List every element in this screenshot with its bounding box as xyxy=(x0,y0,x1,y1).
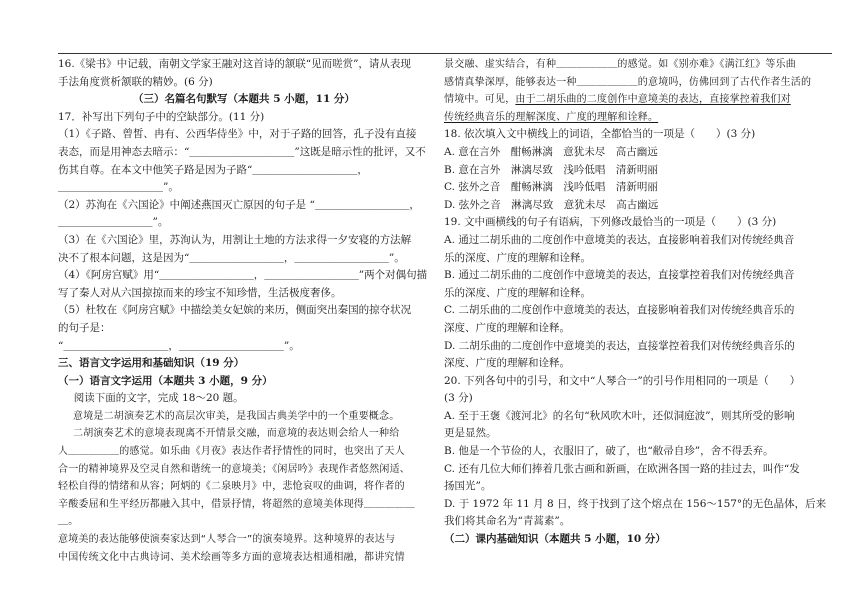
line-sec3_2 xyxy=(444,531,830,549)
line-q20d1 xyxy=(444,496,830,514)
text-q17_5a: （5）杜牧在《阿房宫赋》中描绘美女妃嫔的来历，侧面突出秦国的掠夺状况 xyxy=(58,304,412,317)
line-pa8 xyxy=(58,549,430,567)
text-q19a2: 乐的深度、广度的理解和诠释。 xyxy=(444,251,591,264)
text-q17_2a: （2）苏洵在《六国论》中阐述燕国灭亡原因的句子是 “＿＿＿＿＿＿＿＿＿， xyxy=(58,198,420,211)
text-pa7: 意境美的表达能够使演奏家达到“人琴合一”的演奏境界。这种境界的表达与 xyxy=(58,534,396,546)
line-sec3 xyxy=(58,355,430,373)
line-q20b xyxy=(444,443,830,461)
line-sec3_3 xyxy=(58,91,430,109)
text-q18a: A. 意在言外 酣畅淋漓 意犹未尽 高古幽远 xyxy=(444,145,658,158)
line-q18c xyxy=(444,179,830,197)
line-q20c2 xyxy=(444,478,830,496)
text-pb4: 传统经典音乐的理解深度、广度的理解和诠释。 xyxy=(444,111,659,123)
line-q18b xyxy=(444,162,830,180)
text-q19b1: B. 通过二胡乐曲的二度创作中意境美的表达，直接掌控着我们对传统经典音 xyxy=(444,269,795,282)
text-q17_4a: （4）《阿房宫赋》用“＿＿＿＿＿＿＿＿＿，＿＿＿＿＿＿＿＿＿”两个对偶句描 xyxy=(58,269,428,282)
line-pa3 xyxy=(58,443,430,461)
line-q20c1 xyxy=(444,461,830,479)
line-pb3a xyxy=(444,91,830,109)
text-q20a2: 更是显然。 xyxy=(444,427,497,440)
line-q18a xyxy=(444,144,830,162)
text-q18b: B. 意在言外 淋漓尽致 浅吟低唱 清新明丽 xyxy=(444,163,658,176)
line-q17_3a xyxy=(58,232,430,250)
text-q20c2: 扬国光”。 xyxy=(444,480,492,493)
line-q19d1 xyxy=(444,338,830,356)
text-sec3: 三、语言文字运用和基础知识（19 分） xyxy=(58,357,245,370)
line-q20d2 xyxy=(444,513,830,531)
line-read xyxy=(58,390,430,408)
line-q20s xyxy=(444,390,830,408)
text-q18: 18. 依次填入文中横线上的词语，全都恰当的一项是（ ）(3 分) xyxy=(444,128,756,141)
line-q17_2b xyxy=(58,214,430,232)
line-q17_4b xyxy=(58,285,430,303)
line-pa1 xyxy=(58,408,430,426)
text-q20: 20. 下列各句中的引号，和文中“人琴合一”的引号作用相同的一项是（ ） xyxy=(444,374,801,387)
text-q16b: 手法角度赏析颔联的精妙。(6 分) xyxy=(58,75,213,88)
text-q20d1: D. 于 1972 年 11 月 8 日，终于找到了这个熔点在 156～157°的无色晶体，后来 xyxy=(444,497,827,510)
text-q17_3a: （3）在《六国论》里，苏洵认为，用割让土地的方法求得一夕安寝的方法解 xyxy=(58,233,412,246)
text-q17_4b: 写了秦人对从六国掠掠而来的珍宝不知珍惜，生活极度奢侈。 xyxy=(58,286,342,299)
line-q17_5b xyxy=(58,320,430,338)
line-pa4 xyxy=(58,461,430,479)
text-pa8: 中国传统文化中古典诗词、美术绘画等多方面的意境表达相通相融，都讲究情 xyxy=(58,551,405,563)
text-q17_5c: “＿＿＿＿＿＿＿＿＿＿，＿＿＿＿＿＿＿＿＿＿”。 xyxy=(58,339,300,352)
line-q17_5c xyxy=(58,338,430,356)
line-pa6 xyxy=(58,496,430,531)
line-q16b xyxy=(58,74,430,92)
line-q20a2 xyxy=(444,425,830,443)
text-q17_2b: ＿＿＿＿＿＿＿＿＿”。 xyxy=(58,216,169,229)
line-pa2 xyxy=(58,425,430,443)
line-q19a1 xyxy=(444,232,830,250)
line-q19b1 xyxy=(444,267,830,285)
text-q19c2: 深度、广度的理解和诠释。 xyxy=(444,321,570,334)
text-q17: 17．补写出下列句子中的空缺部分。(11 分) xyxy=(58,110,265,123)
right-column xyxy=(444,56,830,549)
text-q19d1: D. 二胡乐曲的二度创作中意境美的表达，直接掌控着我们对传统经典音乐的 xyxy=(444,339,795,352)
text-q17_1c: 伤其自尊。在本文中他笑子路是因为子路“＿＿＿＿＿＿＿＿＿＿， xyxy=(58,163,368,176)
line-q20 xyxy=(444,373,830,391)
line-q19a2 xyxy=(444,250,830,268)
line-q17_4a xyxy=(58,267,430,285)
text-q19c1: C. 二胡乐曲的二度创作中意境美的表达，直接影响着我们对传统经典音乐的 xyxy=(444,304,795,317)
text-sec3_2: （二）课内基础知识（本题共 5 小题，10 分） xyxy=(444,533,666,546)
text-q19: 19. 文中画横线的句子有语病，下列修改最恰当的一项是（ ）(3 分) xyxy=(444,216,777,229)
line-q17_3b xyxy=(58,250,430,268)
top-rule xyxy=(58,53,832,54)
text-pa2: 二胡演奏艺术的意境表现离不开情景交融，而意境的表达则会给人一种给 xyxy=(73,428,400,440)
text-sec3_3: （三）名篇名句默写（本题共 5 小题，11 分） xyxy=(133,93,355,106)
line-q19c1 xyxy=(444,302,830,320)
line-q19 xyxy=(444,214,830,232)
text-pb3a: 情境中。可见， xyxy=(444,94,516,106)
text-q20d2: 我们将其命名为“青蒿素”。 xyxy=(444,515,571,528)
text-q20s: (3 分) xyxy=(444,392,473,405)
text-sec3_1: （一）语言文字运用（本题共 3 小题，9 分） xyxy=(58,374,273,387)
line-q19c2 xyxy=(444,320,830,338)
left-column xyxy=(58,56,430,566)
line-pa7 xyxy=(58,531,430,549)
text-q16a: 16.《梁书》中记载，南朝文学家王融对这首诗的颔联“见而嗟赏”，请从表现 xyxy=(58,58,411,70)
text-q17_1a: （1）《子路、曾皙、冉有、公西华侍坐》中，对于子路的回答，孔子没有直接 xyxy=(58,128,417,141)
text-q19b2: 乐的深度、广度的理解和诠释。 xyxy=(444,286,591,299)
text-q19a1: A. 通过二胡乐曲的二度创作中意境美的表达，直接影响着我们对传统经典音 xyxy=(444,233,795,246)
line-q17_1c xyxy=(58,162,430,180)
line-pb4 xyxy=(444,109,830,127)
line-q18d xyxy=(444,197,830,215)
line-q18 xyxy=(444,126,830,144)
text-q20b: B. 他是一个节俭的人，衣服旧了，破了，也“敝帚自珍”，舍不得丢弃。 xyxy=(444,445,774,458)
text-pa5: 轻松自得的情绪和从容；阿炳的《二泉映月》中，悲怆哀叹的曲调，将作者的 xyxy=(58,481,405,493)
line-q17_1d xyxy=(58,179,430,197)
text-q17_1b: 表态，而是用神态去暗示：“＿＿＿＿＿＿＿＿＿＿”这既是暗示性的批评，又不 xyxy=(58,145,426,158)
text-pa1: 意境是二胡演奏艺术的高层次审美，是我国古典美学中的一个重要概念。 xyxy=(73,410,400,422)
line-q17 xyxy=(58,109,430,127)
text-pb1: 景交融、虚实结合，有种＿＿＿＿＿＿的感觉。如《别亦难》《满江红》等乐曲 xyxy=(444,59,796,70)
line-q17_2a xyxy=(58,197,430,215)
text-pa6: 辛酸委屈和生平经历都融入其中，借景抒情，将超然的意境美体现得＿＿＿＿＿＿。 xyxy=(58,498,415,528)
text-pa4: 合一的精神境界及空灵自然和谐统一的意境美；《闲居吟》表现作者悠然闲适、 xyxy=(58,463,410,475)
text-read: 阅读下面的文字，完成 18～20 题。 xyxy=(73,392,244,405)
line-pb1 xyxy=(444,56,830,74)
text-q17_1d: ＿＿＿＿＿＿＿＿＿＿”。 xyxy=(58,181,179,194)
line-q19b2 xyxy=(444,285,830,303)
text-q18c: C. 弦外之音 酣畅淋漓 浅吟低唱 清新明丽 xyxy=(444,181,658,194)
text-pb2: 感情真挚深厚，能够表达一种＿＿＿＿＿＿的意境吗，仿佛回到了古代作者生活的 xyxy=(444,76,812,88)
line-q17_1a xyxy=(58,126,430,144)
text-pa3: 人＿＿＿＿＿的感觉。如乐曲《月夜》表达作者抒情性的同时，也突出了天人 xyxy=(58,446,405,458)
line-q20a1 xyxy=(444,408,830,426)
text-q17_5b: 的句子是： xyxy=(58,321,111,334)
text-q18d: D. 弦外之音 淋漓尽致 意犹未尽 高古幽远 xyxy=(444,198,659,211)
text-q20a1: A. 至于王褒《渡河北》的名句“秋风吹木叶，还似洞庭波”，则其所受的影响 xyxy=(444,409,795,422)
text-q20c1: C. 还有几位大师们捧着几张古画和新画，在欧洲各国一路的挂过去，叫作“发 xyxy=(444,462,800,475)
text-q19d2: 深度、广度的理解和诠释。 xyxy=(444,357,570,370)
text-pb3b: 由于二胡乐曲的二度创作中意境美的表达，直接掌控着我们对 xyxy=(515,94,791,106)
line-q16a xyxy=(58,56,430,74)
line-pb2 xyxy=(444,74,830,92)
text-q17_3b: 决不了根本问题，这是因为“＿＿＿＿＿＿＿＿＿，＿＿＿＿＿＿＿＿＿”。 xyxy=(58,251,405,264)
line-sec3_1 xyxy=(58,373,430,391)
line-q17_1b xyxy=(58,144,430,162)
line-pa5 xyxy=(58,478,430,496)
line-q19d2 xyxy=(444,355,830,373)
line-q17_5a xyxy=(58,302,430,320)
